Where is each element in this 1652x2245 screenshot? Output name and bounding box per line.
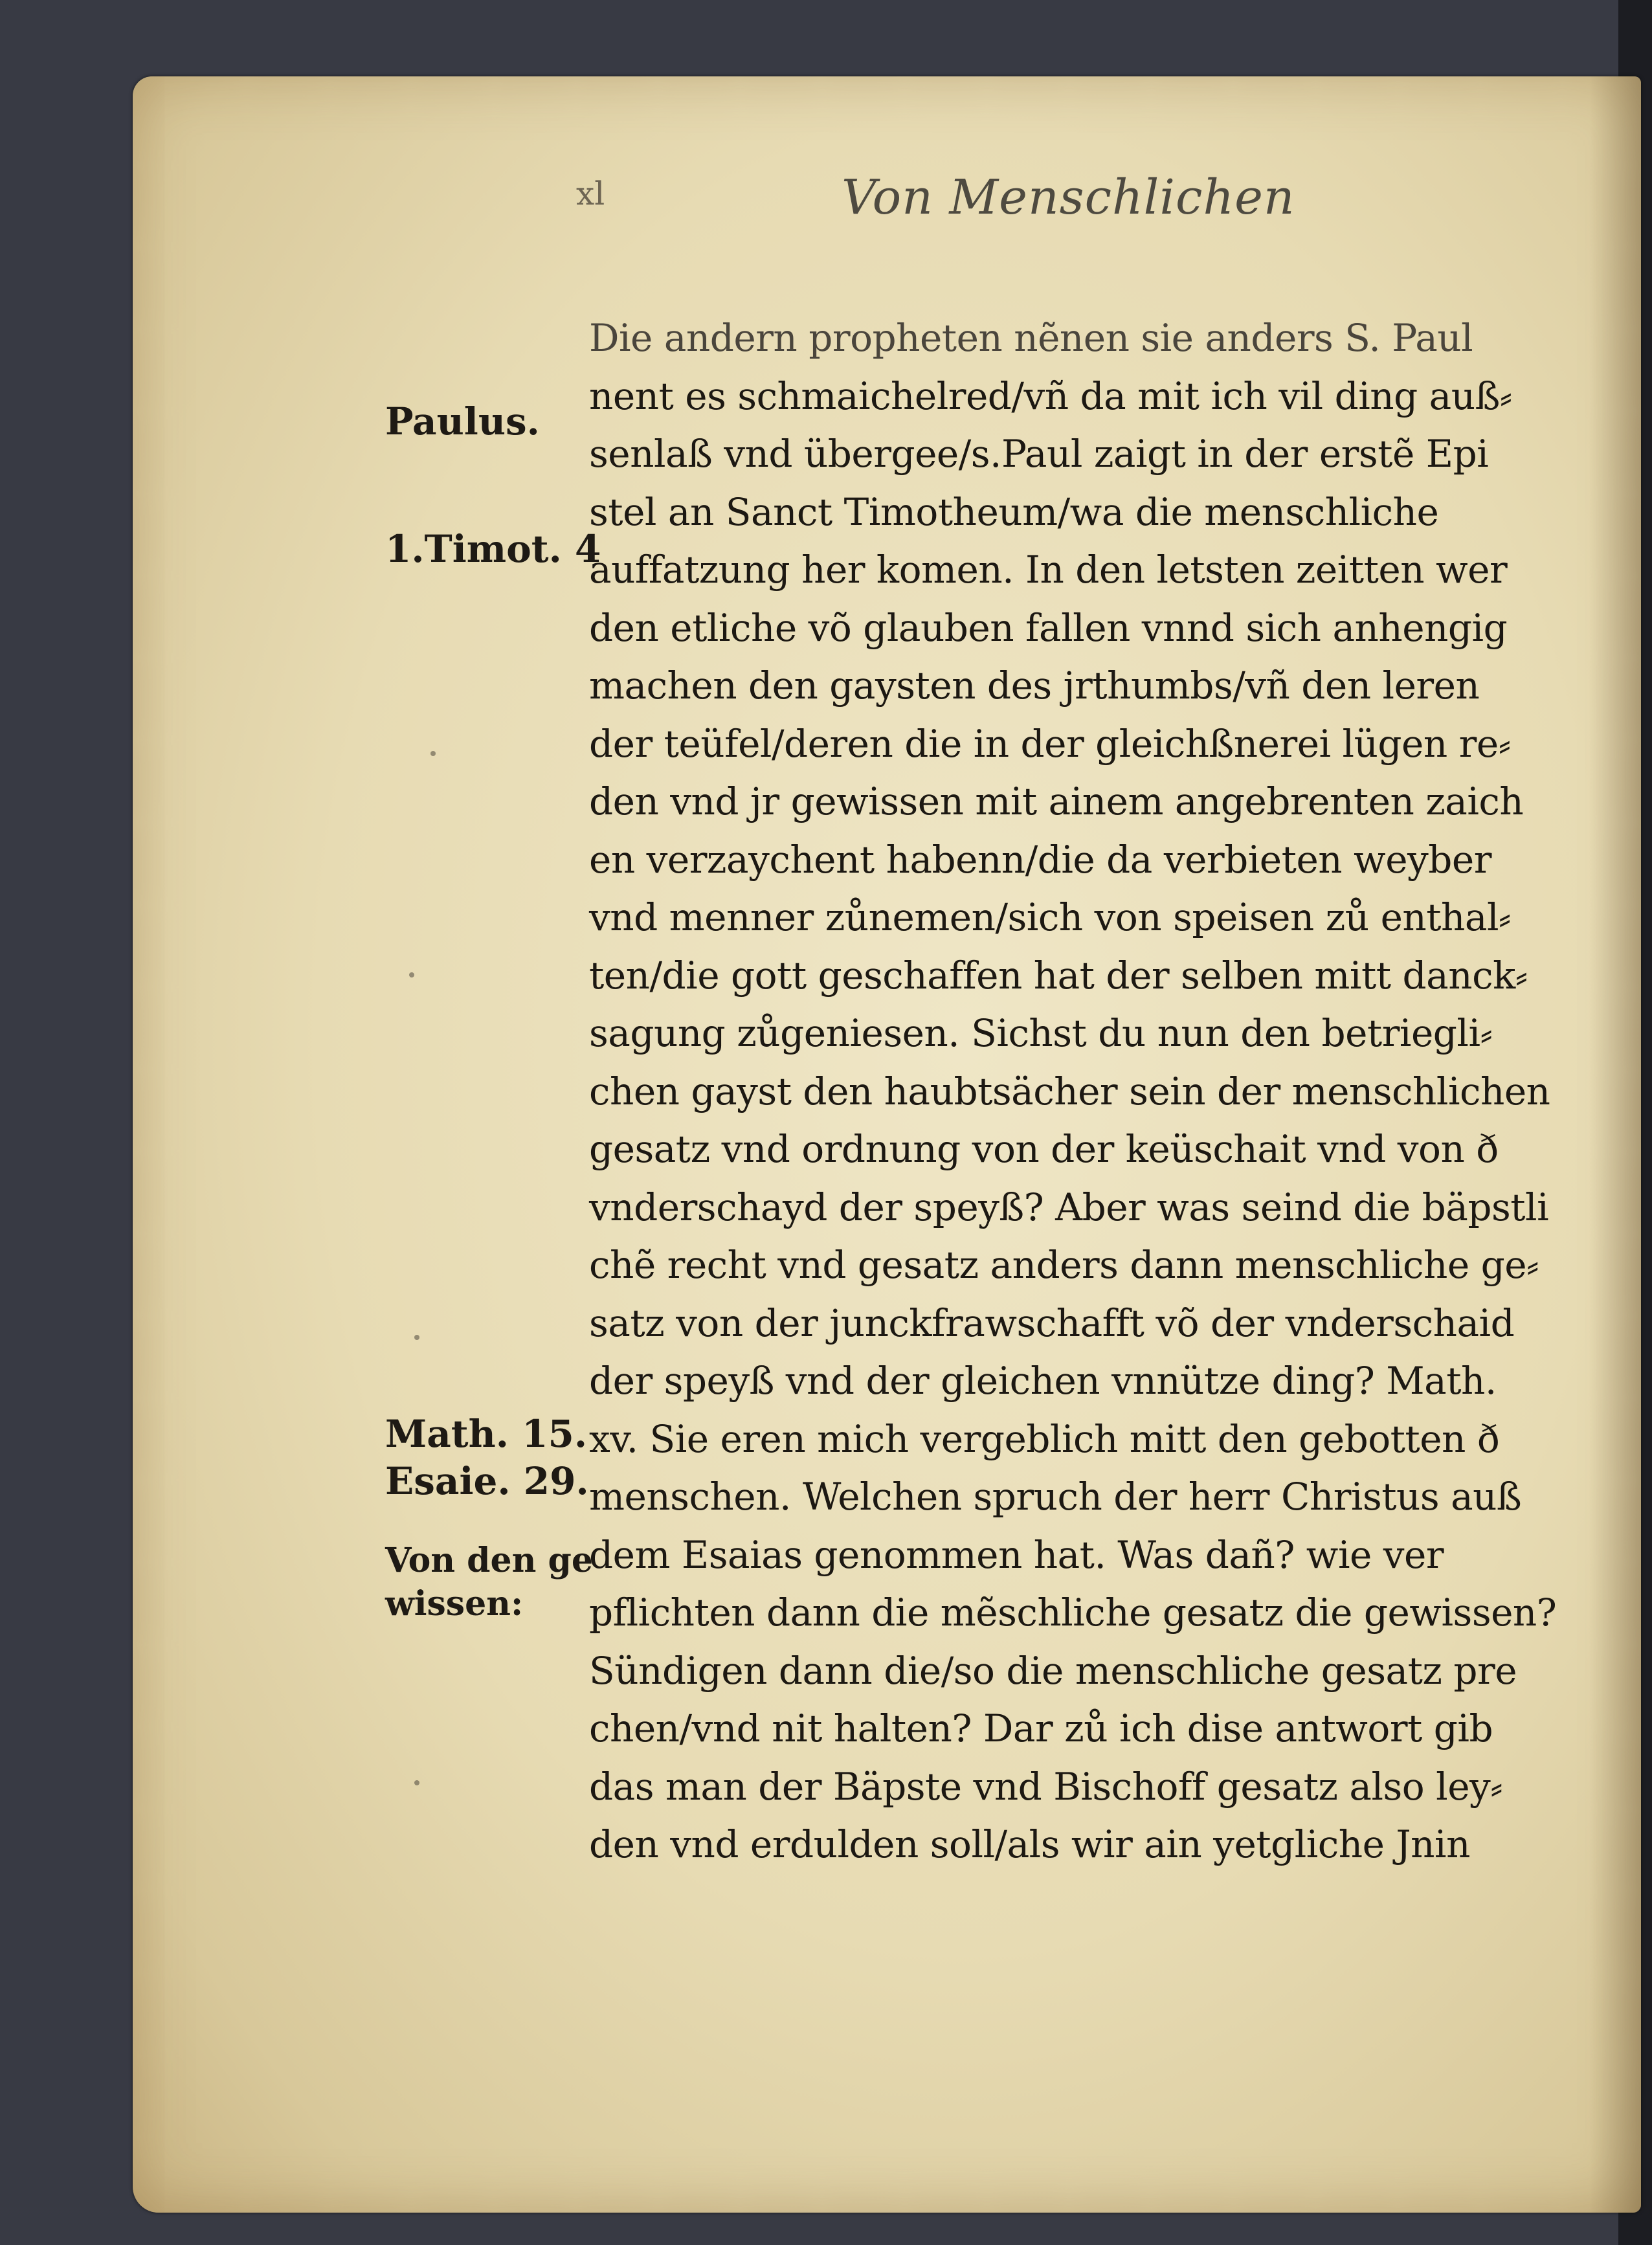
text-line: gesatz vnd ordnung von der keüschait vnd von ð <box>589 1127 1499 1171</box>
paper-speck <box>414 1335 419 1340</box>
margin-note-paulus: Paulus. <box>385 399 540 443</box>
text-line: chẽ recht vnd gesatz anders dann menschliche ge⸗ <box>589 1243 1539 1287</box>
text-line: Die andern propheten nẽnen sie anders S. Paul <box>589 316 1473 360</box>
running-head: Von Menschlichen <box>842 170 1295 225</box>
text-line: nent es schmaichelred/vñ da mit ich vil ding auß⸗ <box>589 374 1512 418</box>
text-line: vnd menner zůnemen/sich von speisen zů enthal⸗ <box>589 895 1511 939</box>
margin-note-timothy: 1.Timot. 4 <box>385 527 601 571</box>
text-line: chen/vnd nit halten? Dar zů ich dise antwort gib <box>589 1706 1493 1750</box>
text-line: en verzaychent habenn/die da verbieten weyber <box>589 837 1491 882</box>
text-line: den vnd erdulden soll/als wir ain yetgliche Jnin <box>589 1822 1470 1866</box>
text-line: pflichten dann die mẽschliche gesatz die gewissen? <box>589 1591 1557 1635</box>
text-line: Sündigen dann die/so die menschliche gesatz pre <box>589 1648 1517 1693</box>
text-line: stel an Sanct Timotheum/wa die menschliche <box>589 489 1439 534</box>
text-line: vnderschayd der speyß? Aber was seind die bäpstli <box>589 1185 1549 1229</box>
text-line: der speyß vnd der gleichen vnnütze ding? Math. <box>589 1359 1497 1403</box>
margin-note-gewissen-1: Von den ge <box>385 1541 593 1580</box>
text-line: chen gayst den haubtsächer sein der menschlichen <box>589 1069 1550 1113</box>
text-line: auffatzung her komen. In den letsten zeitten wer <box>589 548 1508 592</box>
margin-note-matthew: Math. 15. <box>385 1412 588 1456</box>
text-line: machen den gaysten des jrthumbs/vñ den leren <box>589 664 1480 708</box>
page-number: xl <box>576 175 605 212</box>
margin-note-esaias: Esaie. 29. <box>385 1459 589 1503</box>
text-line: satz von der junckfrawschafft võ der vnderschaid <box>589 1301 1515 1345</box>
paper-speck <box>414 1780 419 1785</box>
text-line: den vnd jr gewissen mit ainem angebrenten zaich <box>589 779 1524 823</box>
margin-note-gewissen-2: wissen: <box>385 1584 524 1624</box>
text-line: menschen. Welchen spruch der herr Christus auß <box>589 1475 1522 1519</box>
text-line: sagung zůgeniesen. Sichst du nun den betriegli⸗ <box>589 1011 1493 1055</box>
text-line: das man der Bäpste vnd Bischoff gesatz also ley⸗ <box>589 1764 1503 1809</box>
paper-speck <box>409 972 414 977</box>
text-line: der teüfel/deren die in der gleichßnerei lügen re⸗ <box>589 721 1511 766</box>
text-line: xv. Sie eren mich vergeblich mitt den gebotten ð <box>589 1416 1500 1461</box>
paper-speck <box>430 751 436 756</box>
text-line: senlaß vnd übergee/s.Paul zaigt in der erstẽ Epi <box>589 432 1489 476</box>
gutter-shadow <box>1589 76 1641 2213</box>
text-line: den etliche võ glauben fallen vnnd sich anhengig <box>589 605 1508 650</box>
text-line: dem Esaias genommen hat. Was dañ? wie ver <box>589 1532 1444 1577</box>
body-text <box>589 309 1573 1874</box>
text-line: ten/die gott geschaffen hat der selben mitt danck⸗ <box>589 953 1528 998</box>
